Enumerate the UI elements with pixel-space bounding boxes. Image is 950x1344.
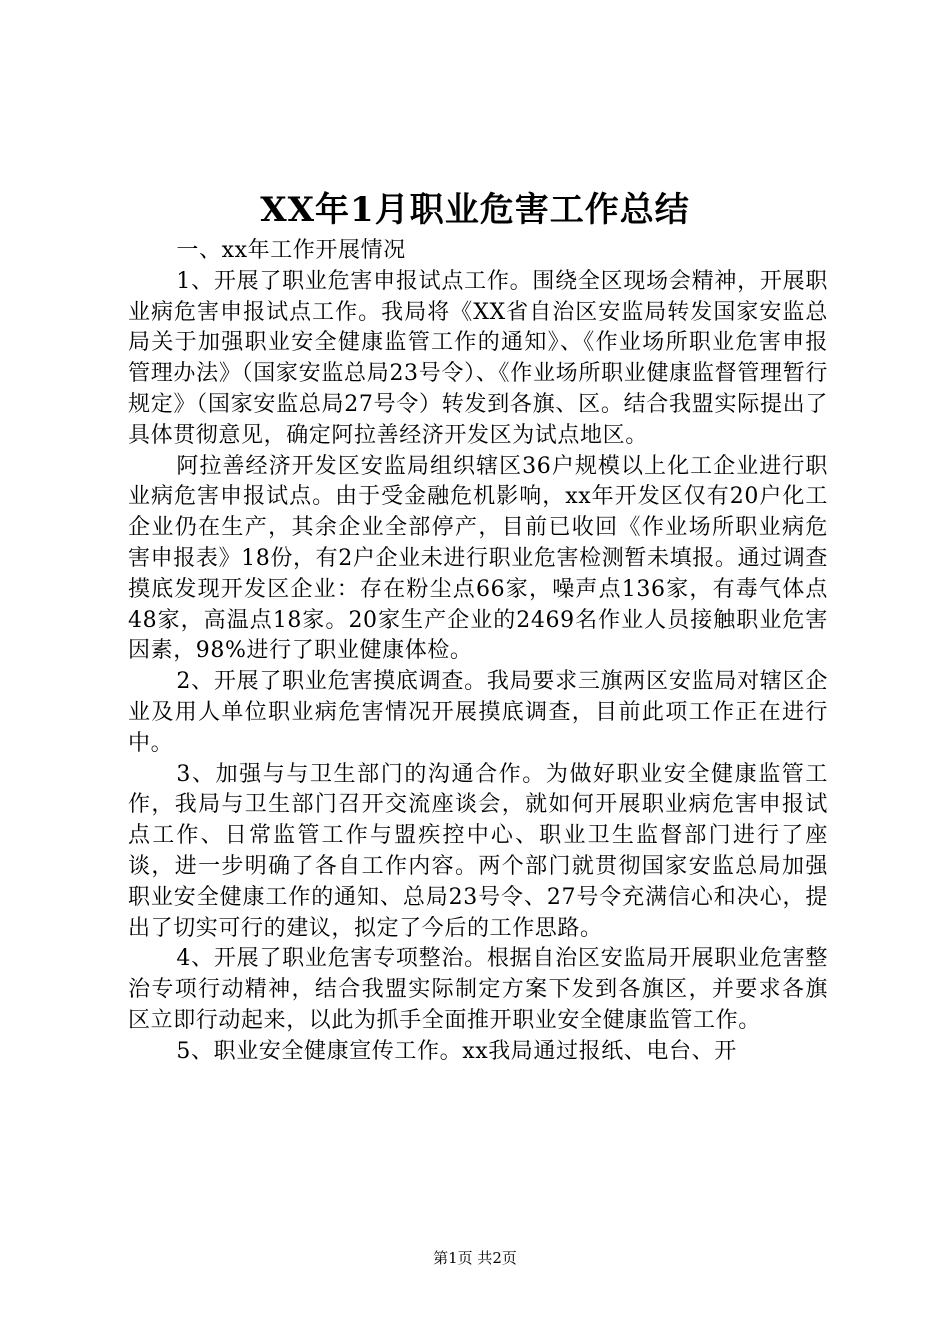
section-heading: 一、xx年工作开展情况 xyxy=(176,238,406,263)
paragraph-3: 2、开展了职业危害摸底调查。我局要求三旗两区安监局对辖区企业及用人单位职业病危害情况开展摸底调查，目前此项工作正在进行中。 xyxy=(128,669,828,756)
paragraph-2: 阿拉善经济开发区安监局组织辖区36户规模以上化工企业进行职业病危害申报试点。由于受金融危机影响，xx年开发区仅有20户化工企业仍在生产，其余企业全部停产，目前已收回《作业场所职业病危害申报表》18份，有2户企业未进行职业危害检测暂未填报。通过调查摸底发现开发区企业：存在粉尘点66家，噪声点136家，有毒气体点48家，高温点18家。20家生产企业的2469名作业人员接触职业危害因素，98%进行了职业健康体检。 xyxy=(128,453,828,664)
page-title: XX年1月职业危害工作总结 xyxy=(260,190,690,230)
paragraph-1: 1、开展了职业危害申报试点工作。围绕全区现场会精神，开展职业病危害申报试点工作。我局将《XX省自治区安监局转发国家安监总局关于加强职业安全健康监管工作的通知》、《作业场所职业危害申报管理办法》（国家安监总局23号令）、《作业场所职业健康监督管理暂行规定》（国家安监总局27号令）转发到各旗、区。结合我盟实际提出了具体贯彻意见，确定阿拉善经济开发区为试点地区。 xyxy=(128,268,828,448)
paragraph-4: 3、加强与与卫生部门的沟通合作。为做好职业安全健康监管工作，我局与卫生部门召开交流座谈会，就如何开展职业病危害申报试点工作、日常监管工作与盟疾控中心、职业卫生监督部门进行了座谈，进一步明确了各自工作内容。两个部门就贯彻国家安监总局加强职业安全健康工作的通知、总局23号令、27号令充满信心和决心，提出了切实可行的建议，拟定了今后的工作思路。 xyxy=(128,761,828,941)
paragraph-5: 4、开展了职业危害专项整治。根据自治区安监局开展职业危害整治专项行动精神，结合我盟实际制定方案下发到各旗区，并要求各旗区立即行动起来，以此为抓手全面推开职业安全健康监管工作。 xyxy=(128,946,828,1033)
document-body xyxy=(128,236,828,1068)
page-footer: 第1页 共2页 xyxy=(433,1249,517,1267)
paragraph-6: 5、职业安全健康宣传工作。xx我局通过报纸、电台、开 xyxy=(176,1038,737,1064)
